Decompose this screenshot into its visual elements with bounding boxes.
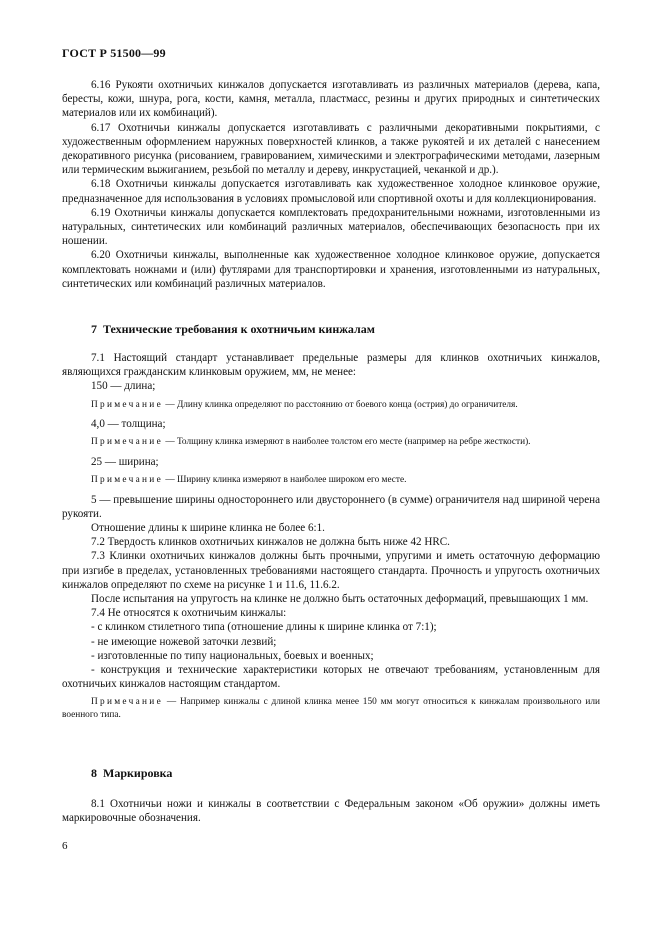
note-final: Примечание — Например кинжалы с длиной клинка менее 150 мм могут относиться к кинжалам произвольного или военного типа. bbox=[62, 697, 600, 720]
section-8-body bbox=[62, 797, 600, 825]
section-7-number: 7 bbox=[91, 322, 97, 336]
min-length: 150 — длина; bbox=[91, 380, 156, 393]
note-thickness: Примечание — Толщину клинка измеряют в наиболее толстом его месте (например на ребре жесткости). bbox=[91, 437, 531, 448]
section-8-title: Маркировка bbox=[103, 766, 173, 780]
clause-6-17: 6.17 Охотничьи кинжалы допускается изготавливать с различными декоративными покрытиями, с художественным оформлением наружных поверхностей клинков, а также рукоятей и их деталей с нанесением декоративного рисунка (рисованием, гравированием, химическими и электрографическими методами, лазерным или термическим выжиганием, резьбой по металлу и дереву, инкрустацией, чеканкой и др.). bbox=[62, 121, 600, 177]
guard-excess: 5 — превышение ширины одностороннего или двустороннего (в сумме) ограничителя над шириной черена рукояти. bbox=[62, 493, 600, 520]
section-8-number: 8 bbox=[91, 766, 97, 780]
section-8-heading bbox=[91, 766, 172, 781]
section-7-heading bbox=[91, 322, 375, 337]
min-width: 25 — ширина; bbox=[91, 455, 159, 468]
length-width-ratio: Отношение длины к ширине клинка не более 6:1. bbox=[91, 521, 325, 534]
note-width: Примечание — Ширину клинка измеряют в наиболее широком его месте. bbox=[91, 475, 407, 486]
section-6-continuation bbox=[62, 78, 600, 291]
section-7-body bbox=[62, 351, 600, 721]
note-label: Примечание bbox=[91, 437, 163, 448]
section-7-title: Технические требования к охотничьим кинжалам bbox=[103, 322, 375, 336]
clause-6-16: 6.16 Рукояти охотничьих кинжалов допускается изготавливать из различных материалов (дерева, капа, бересты, кожи, шнура, рога, кости, камня, металла, пластмасс, резины и других природных и синтетических материалов или их комбинаций). bbox=[62, 79, 600, 120]
note-label: Примечание bbox=[91, 697, 163, 708]
note-length: Примечание — Длину клинка определяют по расстоянию от боевого конца (острия) до ограничителя. bbox=[91, 399, 518, 410]
note-label: Примечание bbox=[91, 399, 163, 410]
clause-6-19: 6.19 Охотничьи кинжалы допускается комплектовать предохранительными ножнами, изготовленными из натуральных, синтетических или комбинаций различных материалов, обеспечивающих безопасность при их ношении. bbox=[62, 206, 600, 248]
clause-6-18: 6.18 Охотничьи кинжалы допускается изготавливать как художественное холодное клинковое оружие, предназначенное для использования в условиях промысловой или спортивной охоты и для коллекционирования. bbox=[62, 178, 600, 205]
clause-7-1: 7.1 Настоящий стандарт устанавливает предельные размеры для клинков охотничьих кинжалов, являющихся гражданским клинковым оружием, мм, не менее: bbox=[62, 352, 600, 379]
clause-6-20: 6.20 Охотничьи кинжалы, выполненные как художественное холодное клинковое оружие, допускается комплектовать ножнами и (или) футлярами для транспортировки и хранения, изготовленными из натуральных, синтетических или комбинаций различных материалов. bbox=[62, 249, 600, 290]
list-item: - с клинком стилетного типа (отношение длины к ширине клинка от 7:1); bbox=[91, 621, 437, 634]
min-thickness: 4,0 — толщина; bbox=[91, 418, 166, 431]
clause-7-2: 7.2 Твердость клинков охотничьих кинжалов не должна быть ниже 42 HRC. bbox=[91, 536, 450, 549]
clause-7-4: 7.4 Не относятся к охотничьим кинжалы: bbox=[91, 607, 287, 620]
page-number: 6 bbox=[62, 840, 68, 852]
clause-7-3-test: После испытания на упругость на клинке не должно быть остаточных деформаций, превышающих 1 мм. bbox=[91, 592, 589, 605]
clause-8-1: 8.1 Охотничьи ножи и кинжалы в соответствии с Федеральным законом «Об оружии» должны иметь маркировочные обозначения. bbox=[62, 798, 600, 825]
clause-7-3: 7.3 Клинки охотничьих кинжалов должны быть прочными, упругими и иметь остаточную деформацию при изгибе в пределах, установленных требованиями настоящего стандарта. Прочность и упругость охотничьих кинжалов определяют по схеме на рисунке 1 и 11.6, 11.6.2. bbox=[62, 550, 600, 591]
note-label: Примечание bbox=[91, 475, 163, 486]
list-item: - конструкция и технические характеристики которых не отвечают требованиям, установленным для охотничьих кинжалов настоящим стандартом. bbox=[62, 663, 600, 691]
list-item: - не имеющие ножевой заточки лезвий; bbox=[91, 635, 277, 648]
document-header: ГОСТ Р 51500—99 bbox=[62, 46, 166, 60]
list-item: - изготовленные по типу национальных, боевых и военных; bbox=[91, 649, 374, 662]
